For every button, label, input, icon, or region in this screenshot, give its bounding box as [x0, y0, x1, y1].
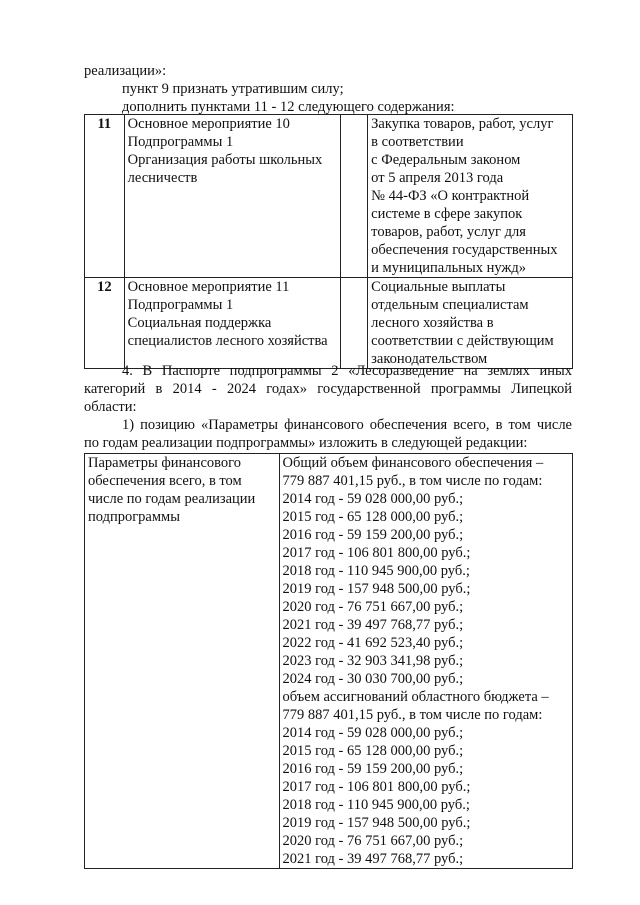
- parameter-values: Общий объем финансового обеспечения – 779 887 401,15 руб., в том числе по годам: 2014 год - 59 028 000,00 руб.; 2015 год - 65 128 000,00 руб.; 2016 год - 59 159 200,00 руб.; 2017 год - 106 801 800,00 руб.; 2018 год - 110 945 900,00 руб.; 2019 год - 157 948 500,00 руб.; 2020 год - 76 751 667,00 руб.; 2021 год - 39 497 768,77 руб.; 2022 год - 41 692 523,40 руб.; 2023 год - 32 903 341,98 руб.; 2024 год - 30 030 700,00 руб.; объем ассигнований областного бюджета – 779 887 401,15 руб., в том числе по годам: 2014 год - 59 028 000,00 руб.; 2015 год - 65 128 000,00 руб.; 2016 год - 59 159 200,00 руб.; 2017 год - 106 801 800,00 руб.; 2018 год - 110 945 900,00 руб.; 2019 год - 157 948 500,00 руб.; 2020 год - 76 751 667,00 руб.; 2021 год - 39 497 768,77 руб.;: [279, 454, 573, 869]
- financing-table: [84, 453, 573, 869]
- activities-table: [84, 114, 573, 369]
- intro-line-3: дополнить пунктами 11 - 12 следующего содержания:: [122, 99, 455, 115]
- row-number: 12: [85, 278, 125, 369]
- empty-cell: [340, 278, 368, 369]
- activity-name: Основное мероприятие 11 Подпрограммы 1 Социальная поддержка специалистов лесного хозяйства: [124, 278, 340, 369]
- table-row: [85, 454, 573, 869]
- paragraph-1: 1) позицию «Параметры финансового обеспечения всего, в том числе по годам реализации подпрограммы» изложить в следующей редакции:: [84, 417, 572, 451]
- empty-cell: [340, 115, 368, 278]
- paragraph-4: 4. В Паспорте подпрограммы 2 «Лесоразведение на землях иных категорий в 2014 - 2024 годах» государственной программы Липецкой области:: [84, 363, 572, 415]
- activity-description: Закупка товаров, работ, услуг в соответствии с Федеральным законом от 5 апреля 2013 года № 44-ФЗ «О контрактной системе в сфере закупок товаров, работ, услуг для обеспечения государственных и муниципальных нужд»: [368, 115, 573, 278]
- row-number: 11: [85, 115, 125, 278]
- parameter-label: Параметры финансового обеспечения всего, в том числе по годам реализации подпрограммы: [85, 454, 280, 869]
- activity-description: Социальные выплаты отдельным специалистам лесного хозяйства в соответствии с действующим законодательством: [368, 278, 573, 369]
- table-row: [85, 278, 573, 369]
- intro-line-1: реализации»:: [84, 63, 167, 79]
- activity-name: Основное мероприятие 10 Подпрограммы 1 Организация работы школьных лесничеств: [124, 115, 340, 278]
- table-row: [85, 115, 573, 278]
- intro-line-2: пункт 9 признать утратившим силу;: [122, 81, 344, 97]
